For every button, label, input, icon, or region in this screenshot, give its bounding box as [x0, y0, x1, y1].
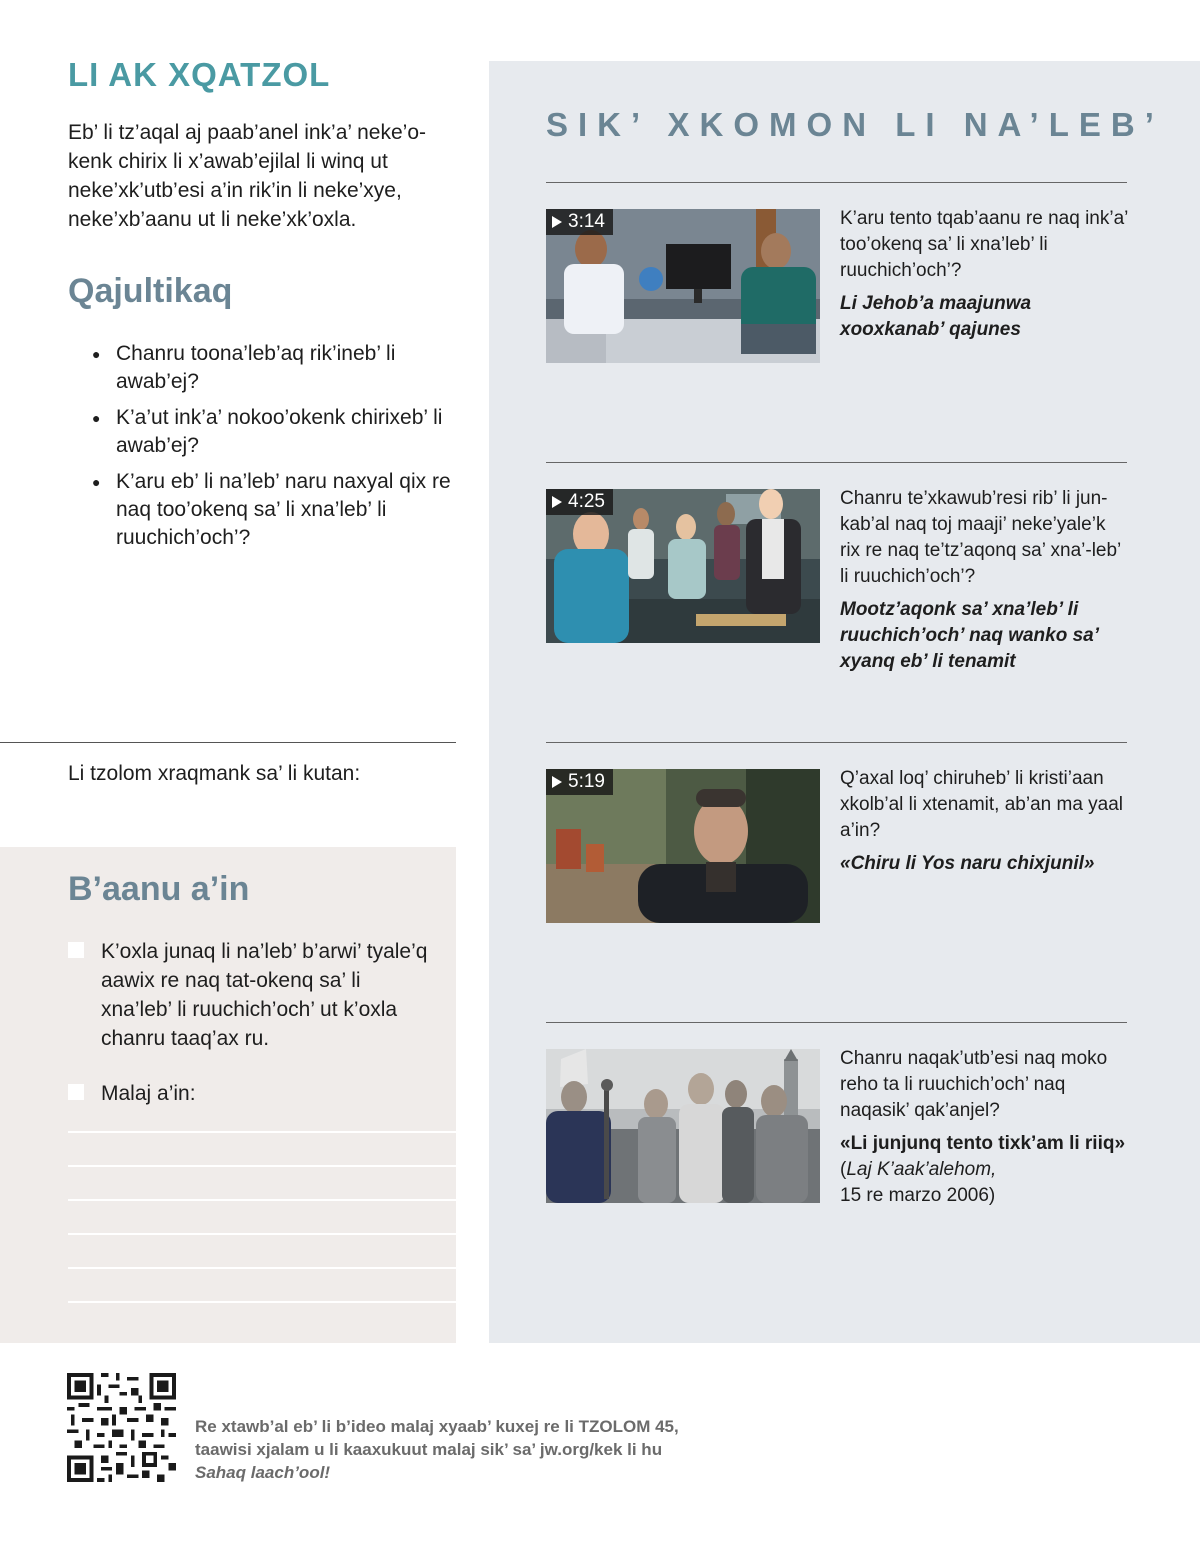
todo-text: Malaj a’in: — [101, 1082, 196, 1105]
todo-text: K’oxla junaq li na’leb’ b’arwi’ tyale’q aawix re naq tat-okenq sa’ li xna’leb’ li ruuchich’och’ ut k’oxla chanru taaq’ax ru. — [101, 940, 428, 1050]
questions-heading: Qajultikaq — [68, 272, 233, 310]
video-question: Chanru te’xkawub’resi rib’ li jun-kab’al naq toj maaji’ neke’yale’k rix re naq te’tz’aqonq sa’ xna’-leb’ li ruuchich’och’? — [840, 488, 1121, 587]
play-icon — [552, 776, 562, 788]
questions-list — [92, 340, 462, 560]
biblical-scene-image — [546, 1049, 820, 1203]
video-title-link[interactable]: Li Jehob’a maajunwa xooxkanab’ qajunes — [840, 293, 1032, 340]
todo-item — [68, 1079, 428, 1108]
video-question: Q’axal loq’ chiruheb’ li kristi’aan xkolb’al li xtenamit, ab’an ma yaal a’in? — [840, 768, 1124, 841]
writing-line[interactable] — [68, 1131, 456, 1133]
divider — [546, 742, 1127, 743]
question-item: ● K’aru eb’ li na’leb’ naru naxyal qix re naq too’okenq sa’ li xna’leb’ li ruuchich’och’? — [92, 468, 462, 552]
checkbox[interactable] — [68, 1084, 84, 1100]
qr-code[interactable] — [67, 1373, 176, 1482]
video-thumbnail[interactable] — [546, 489, 820, 643]
footer-instructions: Re xtawb’al eb’ li b’ideo malaj xyaab’ kuxej re li TZOLOM 45, taawisi xjalam u li kaaxukuut malaj sik’ sa’ jw.org/kek li hu Sahaq laach’ool! — [195, 1417, 679, 1482]
section-title: LI AK XQATZOL — [68, 56, 331, 93]
article-illustration[interactable] — [546, 1049, 820, 1203]
video-duration-badge: 5:19 — [546, 769, 613, 795]
writing-line[interactable] — [68, 1233, 456, 1235]
publication-date: 15 re marzo 2006) — [840, 1185, 996, 1206]
lesson-completed-label: Li tzolom xraqmank sa’ li kutan: — [68, 762, 361, 785]
question-item: ● K’a’ut ink’a’ nokoo’okenk chirixeb’ li awab’ej? — [92, 404, 462, 460]
todo-item — [68, 937, 428, 1053]
writing-line[interactable] — [68, 1165, 456, 1167]
article-title-link[interactable]: «Li junjunq tento tixk’am li riiq» — [840, 1133, 1126, 1154]
play-icon — [552, 496, 562, 508]
video-duration-badge: 3:14 — [546, 209, 613, 235]
video-title-link[interactable]: Mootz’aqonk sa’ xna’leb’ li ruuchich’och’ naq wanko sa’ xyanq eb’ li tenamit — [840, 599, 1099, 672]
video-question: K’aru tento tqab’aanu re naq ink’a’ too’okenq sa’ li xna’leb’ li ruuchich’och’? — [840, 208, 1128, 281]
article-reference: «Li junjunq tento tixk’am li riiq» (Laj K’aak’alehom, 15 re marzo 2006) — [840, 1133, 1126, 1206]
related-content-title: SIK’ XKOMON LI NA’LEB’ — [546, 106, 1164, 143]
play-icon — [552, 216, 562, 228]
video-thumbnail[interactable] — [546, 209, 820, 363]
publication-name: Laj K’aak’alehom, — [846, 1159, 997, 1180]
todo-heading: B’aanu a’in — [68, 870, 250, 908]
divider — [0, 742, 456, 743]
divider — [546, 1022, 1127, 1023]
question-item: ● Chanru toona’leb’aq rik’ineb’ li awab’ej? — [92, 340, 462, 396]
writing-line[interactable] — [68, 1301, 456, 1303]
writing-line[interactable] — [68, 1267, 456, 1269]
video-thumbnail[interactable] — [546, 769, 820, 923]
article-question: Chanru naqak’utb’esi naq moko reho ta li ruuchich’och’ naq naqasik’ qak’anjel? — [840, 1048, 1108, 1121]
qr-code-icon — [67, 1373, 176, 1482]
video-title-link[interactable]: «Chiru li Yos naru chixjunil» — [840, 853, 1095, 874]
divider — [546, 182, 1127, 183]
writing-line[interactable] — [68, 1199, 456, 1201]
checkbox[interactable] — [68, 942, 84, 958]
intro-paragraph: Eb’ li tz’aqal aj paab’anel ink’a’ neke’o-kenk chirix li x’awab’ejilal li winq ut neke’xk’utb’esi a’in rik’in li neke’xye, neke’xb’aanu ut li neke’xk’oxla. — [68, 121, 426, 231]
divider — [546, 462, 1127, 463]
video-duration-badge: 4:25 — [546, 489, 613, 515]
